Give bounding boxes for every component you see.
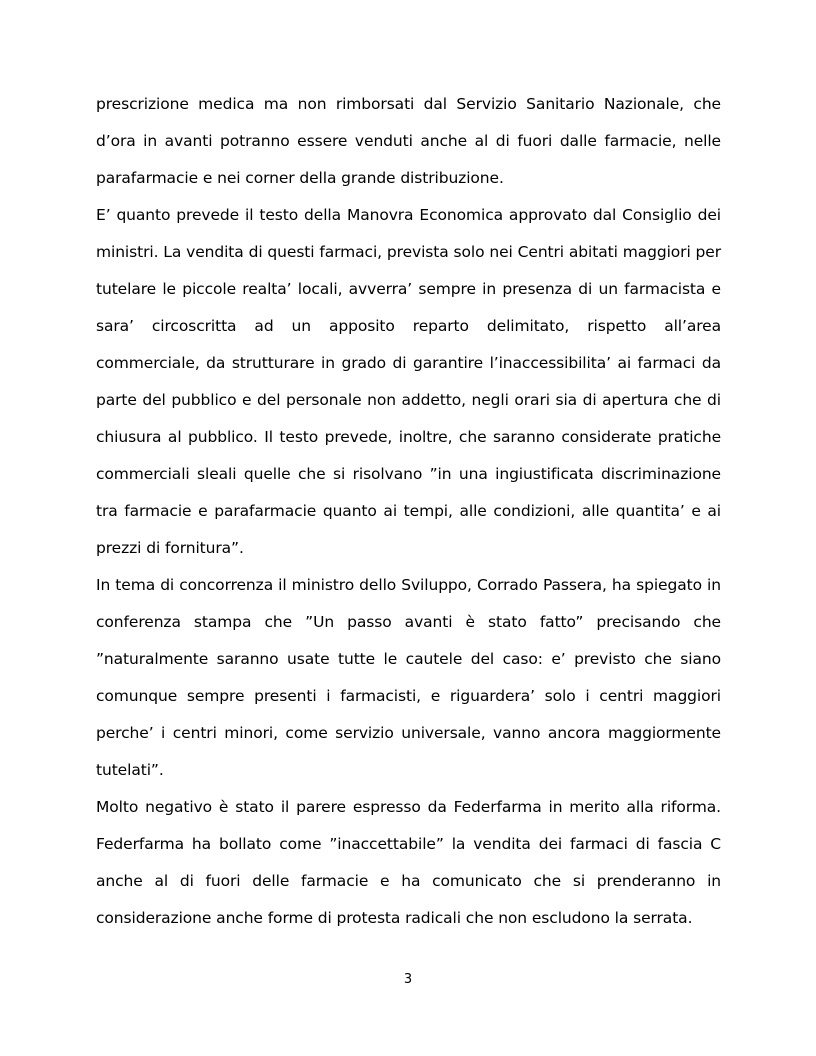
paragraph: Molto negativo è stato il parere espresso da Federfarma in merito alla riforma. Federfarma ha bollato come ”inaccettabile” la vendita dei farmaci di fascia C anche al di fuori delle farmacie e ha comunicato che si prenderanno in considerazione anche forme di protesta radicali che non escludono la serrata. <box>96 798 721 927</box>
paragraph: prescrizione medica ma non rimborsati dal Servizio Sanitario Nazionale, che d’ora in avanti potranno essere venduti anche al di fuori dalle farmacie, nelle parafarmacie e nei corner della grande distribuzione. <box>96 95 721 187</box>
page-number: 3 <box>403 972 413 987</box>
document-body <box>96 86 721 937</box>
paragraph: In tema di concorrenza il ministro dello Sviluppo, Corrado Passera, ha spiegato in conferenza stampa che ”Un passo avanti è stato fatto” precisando che ”naturalmente saranno usate tutte le cautele del caso: e’ previsto che siano comunque sempre presenti i farmacisti, e riguardera’ solo i centri maggiori perche’ i centri minori, come servizio universale, vanno ancora maggiormente tutelati”. <box>96 576 721 779</box>
paragraph: E’ quanto prevede il testo della Manovra Economica approvato dal Consiglio dei ministri. La vendita di questi farmaci, prevista solo nei Centri abitati maggiori per tutelare le piccole realta’ locali, avverra’ sempre in presenza di un farmacista e sara’ circoscritta ad un apposito reparto delimitato, rispetto all’area commerciale, da strutturare in grado di garantire l’inaccessibilita’ ai farmaci da parte del pubblico e del personale non addetto, negli orari sia di apertura che di chiusura al pubblico. Il testo prevede, inoltre, che saranno considerate pratiche commerciali sleali quelle che si risolvano ”in una ingiustificata discriminazione tra farmacie e parafarmacie quanto ai tempi, alle condizioni, alle quantita’ e ai prezzi di fornitura”. <box>96 206 721 557</box>
